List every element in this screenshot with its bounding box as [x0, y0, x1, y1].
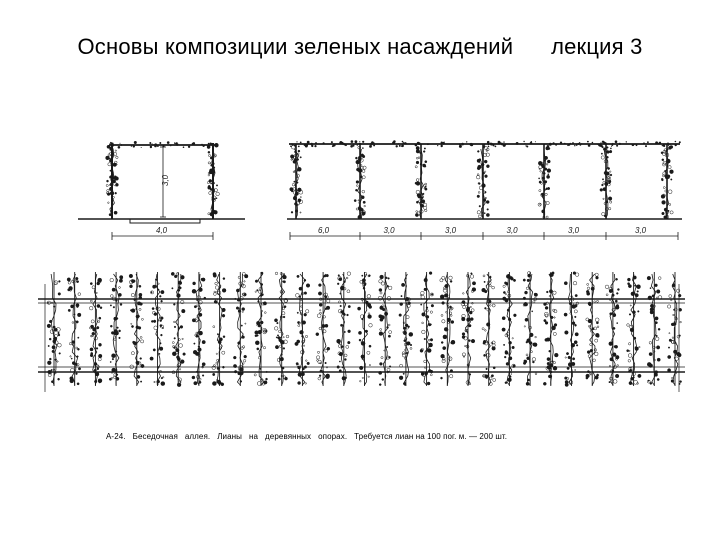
plan-view [38, 272, 685, 393]
elevation-dimension-label: 3,0 [568, 226, 580, 235]
elevation-dimension-label: 3,0 [506, 226, 518, 235]
elevation-dimension-labels [318, 226, 647, 235]
figure-caption: А-24. Беседочная аллея. Лианы на деревянных опорах. Требуется лиан на 100 пог. м. — 200 шт. [106, 432, 508, 441]
elevation-dimension-label: 6,0 [318, 226, 330, 235]
slide-title: Основы композиции зеленых насаждений лекция 3 [77, 34, 643, 59]
section-width-label: 4,0 [156, 226, 168, 235]
elevation [287, 140, 682, 240]
elevation-dimension-label: 3,0 [635, 226, 647, 235]
elevation-dimension-label: 3,0 [445, 226, 457, 235]
elevation-dimension-label: 3,0 [383, 226, 395, 235]
section-height-label: 3,0 [161, 174, 170, 186]
